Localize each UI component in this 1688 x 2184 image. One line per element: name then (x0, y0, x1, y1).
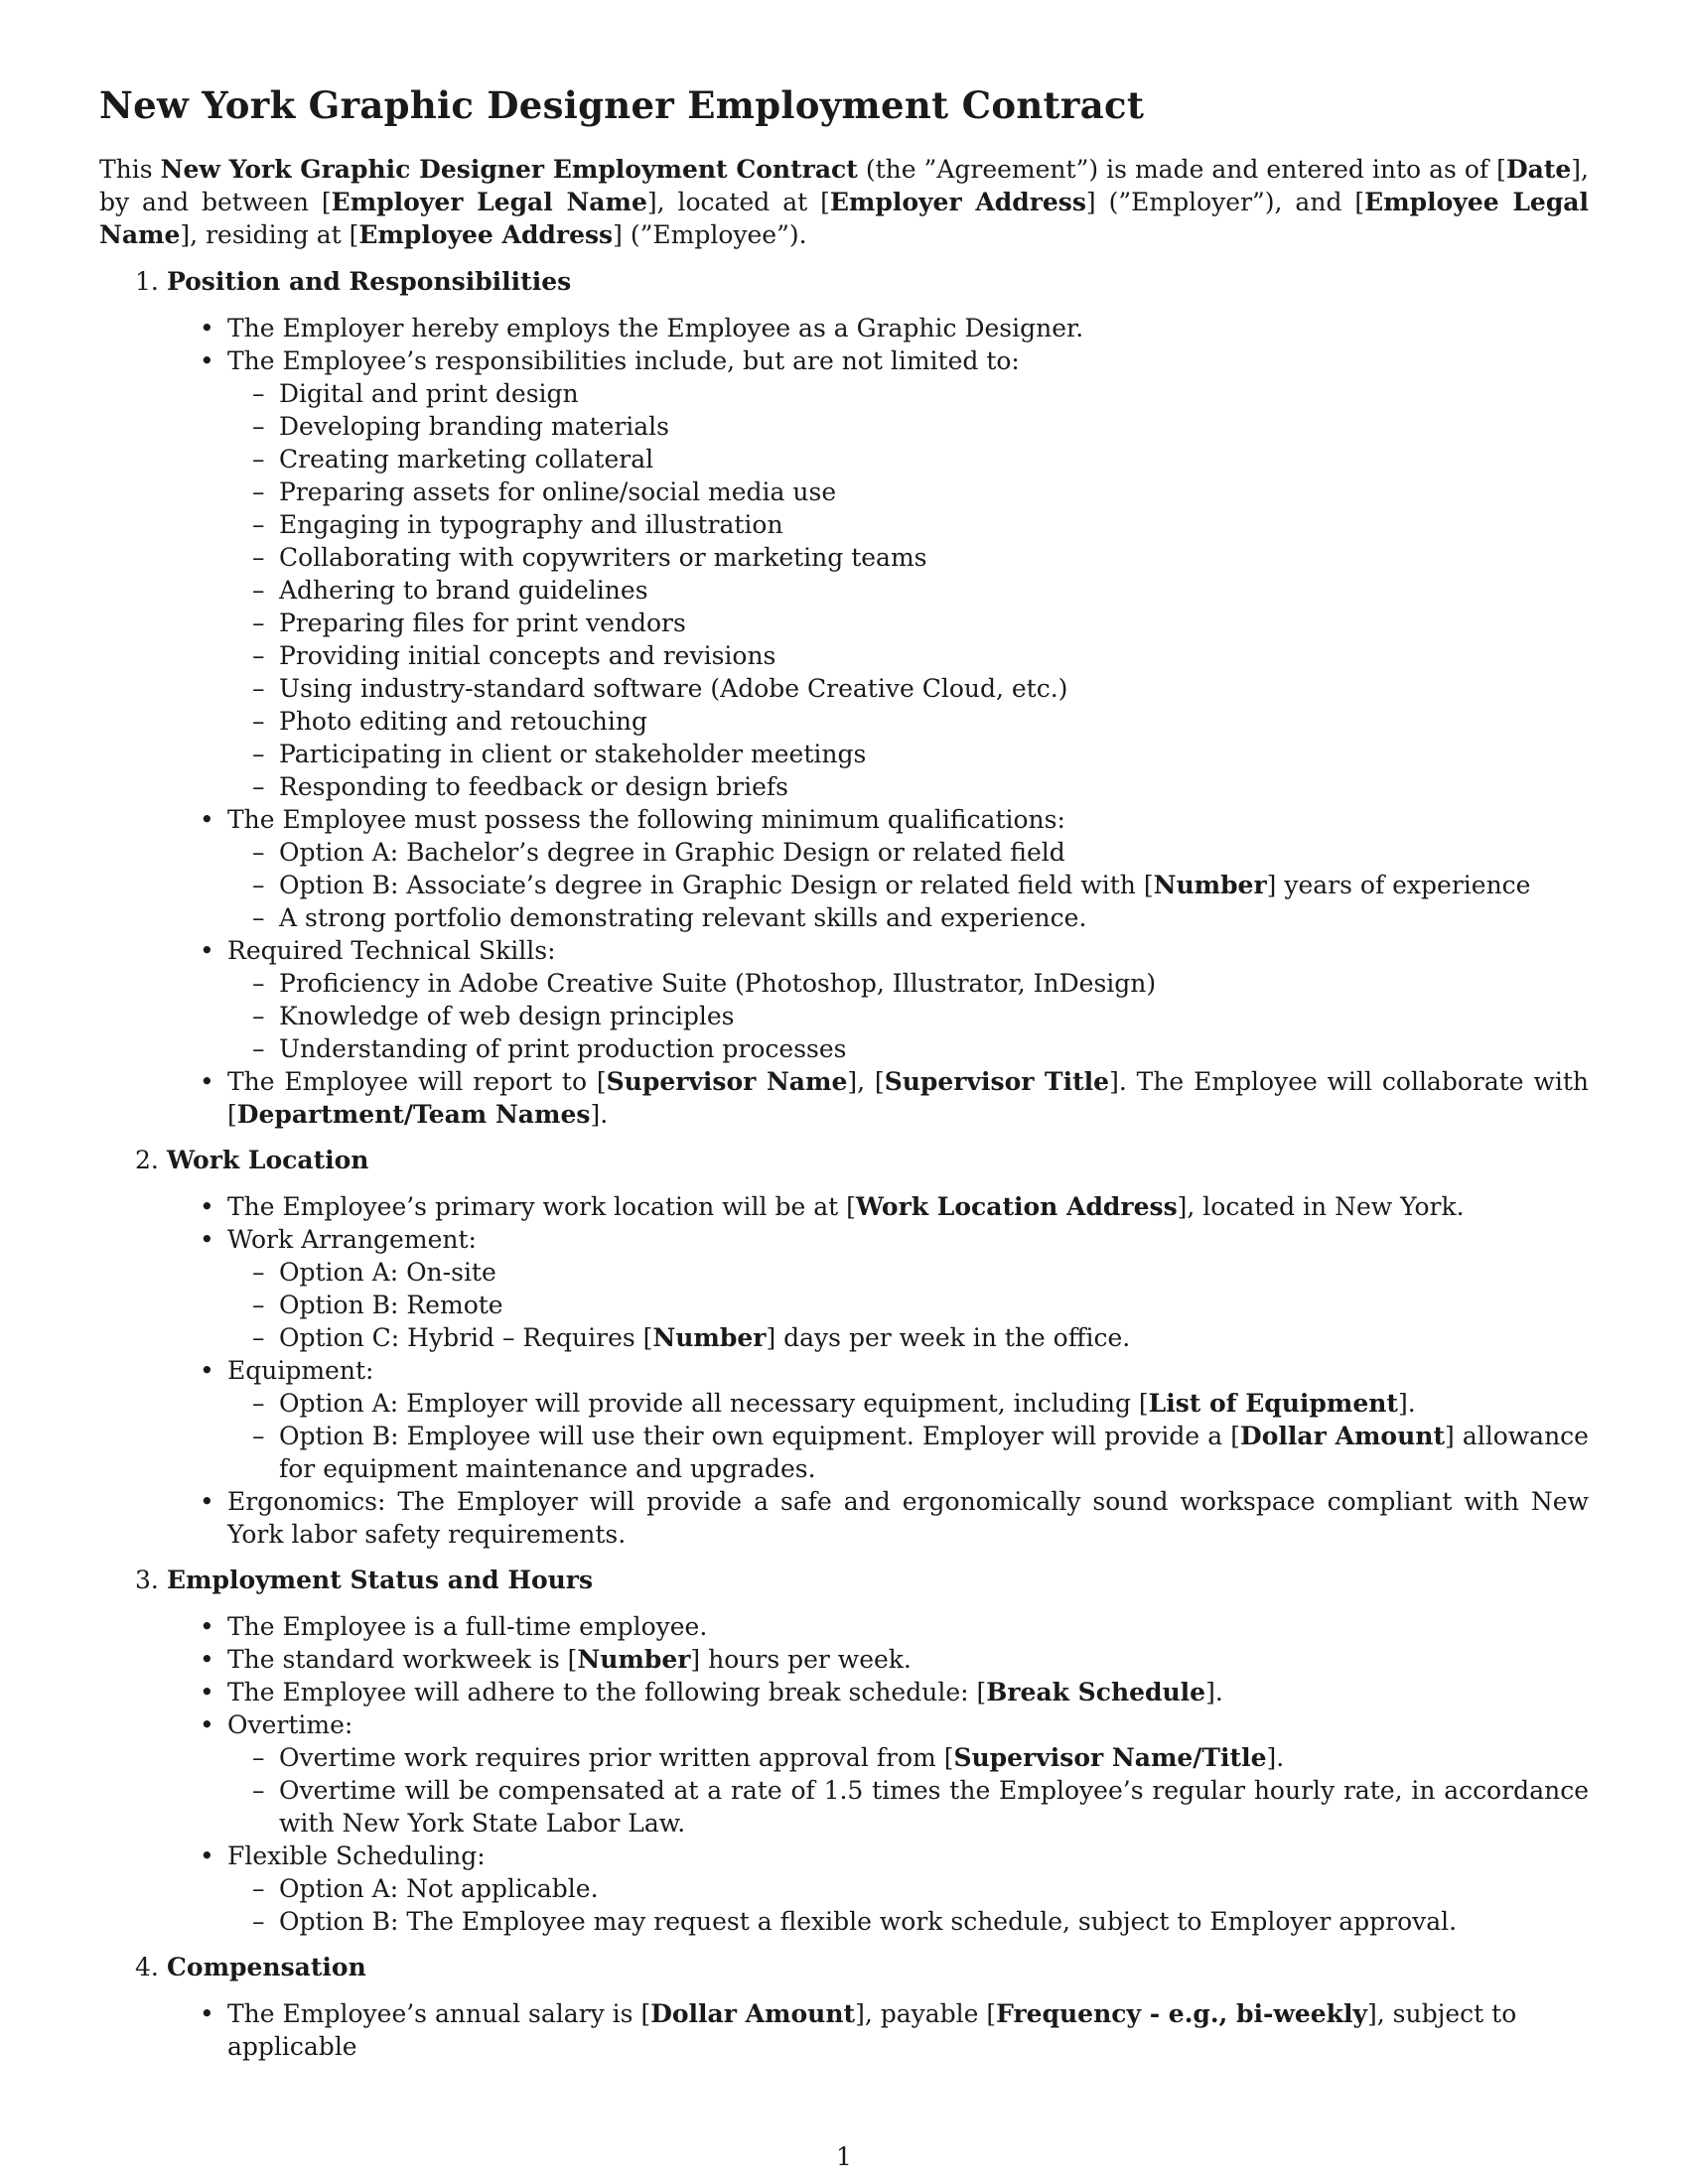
list-item: – Overtime will be compensated at a rate of 1.5 times the Employee’s regular hourly rate, in accordance with New York State Labor Law. (279, 1774, 1589, 1840)
hours-number-placeholder: Number (577, 1645, 691, 1674)
list-item: – Using industry-standard software (Adobe Creative Cloud, etc.) (279, 672, 1589, 705)
section-number: 3. (135, 1566, 159, 1594)
page-number: 1 (836, 2142, 852, 2171)
section-heading (99, 265, 1589, 298)
section-title: Work Location (167, 1146, 369, 1174)
list-item: – Collaborating with copywriters or marketing teams (279, 541, 1589, 574)
allowance-amount-placeholder: Dollar Amount (1240, 1422, 1445, 1450)
bullet-list (99, 1190, 1589, 1551)
list-item: • Ergonomics: The Employer will provide a safe and ergonomically sound workspace compliant with New York labor safety requirements. (227, 1485, 1589, 1551)
salary-amount-placeholder: Dollar Amount (650, 1999, 856, 2028)
list-item: • The Employee’s annual salary is [Dollar Amount], payable [Frequency - e.g., bi-weekly], subject to applicable (227, 1997, 1589, 2063)
date-placeholder: Date (1505, 155, 1572, 184)
section-number: 2. (135, 1146, 159, 1174)
list-item: – A strong portfolio demonstrating relevant skills and experience. (279, 901, 1589, 934)
pay-frequency-placeholder: Frequency - e.g., bi-weekly (996, 1999, 1368, 2028)
contract-name: New York Graphic Designer Employment Contract (160, 155, 858, 184)
sections-list (99, 265, 1589, 2063)
section-title: Compensation (167, 1953, 366, 1981)
list-item: • The Employee will report to [Supervisor Name], [Supervisor Title]. The Employee will collaborate with [Department/Team Names]. (227, 1065, 1589, 1131)
employer-name-placeholder: Employer Legal Name (331, 188, 647, 216)
list-item: • The Employee will adhere to the following break schedule: [Break Schedule]. (227, 1676, 1589, 1708)
list-item: – Option A: Not applicable. (279, 1872, 1589, 1905)
supervisor-title-placeholder: Supervisor Title (884, 1067, 1110, 1096)
list-item: – Understanding of print production processes (279, 1032, 1589, 1065)
list-item: – Option B: Remote (279, 1289, 1589, 1321)
list-item: – Option A: Employer will provide all necessary equipment, including [List of Equipment]. (279, 1387, 1589, 1420)
flexible-scheduling-options (227, 1872, 1589, 1938)
section-heading (99, 1951, 1589, 1983)
employee-name-placeholder: Employee Legal Name (99, 188, 1589, 249)
list-item: • Overtime: – Overtime work requires prior written approval from [Supervisor Name/Title]. – Overtime will be compensated at a rate of 1.5 times the Employee’s regular hourly rate, in accordance with New York State Labor Law. (227, 1708, 1589, 1840)
overtime-list (227, 1741, 1589, 1840)
days-number-placeholder: Number (652, 1323, 767, 1352)
list-item: – Preparing assets for online/social media use (279, 476, 1589, 508)
list-item: • The standard workweek is [Number] hours per week. (227, 1643, 1589, 1676)
employee-address-placeholder: Employee Address (358, 220, 614, 249)
section-compensation (99, 1951, 1589, 2063)
supervisor-name-placeholder: Supervisor Name (606, 1067, 848, 1096)
section-title: Employment Status and Hours (167, 1566, 594, 1594)
section-heading (99, 1144, 1589, 1176)
list-item: – Digital and print design (279, 377, 1589, 410)
years-number-placeholder: Number (1153, 871, 1267, 899)
equipment-list-placeholder: List of Equipment (1148, 1389, 1398, 1418)
list-item: • The Employee’s responsibilities include, but are not limited to: – Digital and print design – Developing branding materials – Creating marketing collateral – Preparing assets for online/social media use – Engaging in typography and illustration – Collaborating with copywriters or marketing teams – Adhering to brand guidelines – Preparing files for print vendors – Providing initial concepts and revisions – Using industry-standard software (Adobe Creative Cloud, etc.) – Photo editing and retouching – Participating in client or stakeholder meetings – Responding to feedback or design briefs (227, 344, 1589, 803)
list-item: – Creating marketing collateral (279, 443, 1589, 476)
list-item: – Option A: Bachelor’s degree in Graphic Design or related field (279, 836, 1589, 869)
list-item: – Engaging in typography and illustration (279, 508, 1589, 541)
section-work-location (99, 1144, 1589, 1551)
document-title: New York Graphic Designer Employment Contract (99, 83, 1145, 127)
section-number: 1. (135, 267, 159, 296)
section-number: 4. (135, 1953, 159, 1981)
intro-paragraph: This New York Graphic Designer Employment Contract (the ”Agreement”) is made and entered into as of [Date], by and between [Employer Legal Name], located at [Employer Address] (”Employer”), and [Employee Legal Name], residing at [Employee Address] (”Employee”). (99, 155, 1589, 249)
list-item: – Adhering to brand guidelines (279, 574, 1589, 607)
section-employment-status-hours (99, 1564, 1589, 1938)
list-item: • The Employer hereby employs the Employee as a Graphic Designer. (227, 312, 1589, 344)
list-item: – Option B: Employee will use their own equipment. Employer will provide a [Dollar Amount] allowance for equipment maintenance and upgrades. (279, 1420, 1589, 1485)
list-item: – Option B: The Employee may request a flexible work schedule, subject to Employer approval. (279, 1905, 1589, 1938)
equipment-options (227, 1387, 1589, 1485)
overtime-supervisor-placeholder: Supervisor Name/Title (953, 1743, 1267, 1772)
list-item: • The Employee must possess the following minimum qualifications: – Option A: Bachelor’s degree in Graphic Design or related field – Option B: Associate’s degree in Graphic Design or related field with [Number] years of experience – A strong portfolio demonstrating relevant skills and experience. (227, 803, 1589, 934)
employer-address-placeholder: Employer Address (829, 188, 1086, 216)
bullet-list (99, 1610, 1589, 1938)
list-item: – Overtime work requires prior written approval from [Supervisor Name/Title]. (279, 1741, 1589, 1774)
list-item: • Equipment: – Option A: Employer will provide all necessary equipment, including [List of Equipment]. – Option B: Employee will use their own equipment. Employer will provide a [Dollar Amount] allowance for equipment maintenance and upgrades. (227, 1354, 1589, 1485)
arrangement-options (227, 1256, 1589, 1354)
work-location-placeholder: Work Location Address (855, 1192, 1178, 1221)
section-title: Position and Responsibilities (167, 267, 572, 296)
list-item: – Photo editing and retouching (279, 705, 1589, 738)
break-schedule-placeholder: Break Schedule (986, 1678, 1206, 1706)
document-page (99, 83, 1589, 2076)
bullet-list (99, 312, 1589, 1131)
department-placeholder: Department/Team Names (236, 1100, 591, 1129)
section-position-responsibilities (99, 265, 1589, 1131)
list-item: – Option C: Hybrid – Requires [Number] days per week in the office. (279, 1321, 1589, 1354)
list-item: • The Employee is a full-time employee. (227, 1610, 1589, 1643)
list-item: – Responding to feedback or design briefs (279, 770, 1589, 803)
qualifications-list (227, 836, 1589, 934)
list-item: – Option A: On-site (279, 1256, 1589, 1289)
skills-list (227, 967, 1589, 1065)
list-item: – Providing initial concepts and revisions (279, 639, 1589, 672)
list-item: • Required Technical Skills: – Proficiency in Adobe Creative Suite (Photoshop, Illustrator, InDesign) – Knowledge of web design principles – Understanding of print production processes (227, 934, 1589, 1065)
list-item: – Proficiency in Adobe Creative Suite (Photoshop, Illustrator, InDesign) (279, 967, 1589, 1000)
list-item: • The Employee’s primary work location will be at [Work Location Address], located in New York. (227, 1190, 1589, 1223)
list-item: – Knowledge of web design principles (279, 1000, 1589, 1032)
section-heading (99, 1564, 1589, 1596)
list-item: – Developing branding materials (279, 410, 1589, 443)
list-item: • Flexible Scheduling: – Option A: Not applicable. – Option B: The Employee may request a flexible work schedule, subject to Employer approval. (227, 1840, 1589, 1938)
list-item: • Work Arrangement: – Option A: On-site – Option B: Remote – Option C: Hybrid – Requires [Number] days per week in the office. (227, 1223, 1589, 1354)
list-item: – Participating in client or stakeholder meetings (279, 738, 1589, 770)
list-item: – Preparing files for print vendors (279, 607, 1589, 639)
list-item: – Option B: Associate’s degree in Graphic Design or related field with [Number] years of experience (279, 869, 1589, 901)
bullet-list (99, 1997, 1589, 2063)
responsibilities-list (227, 377, 1589, 803)
